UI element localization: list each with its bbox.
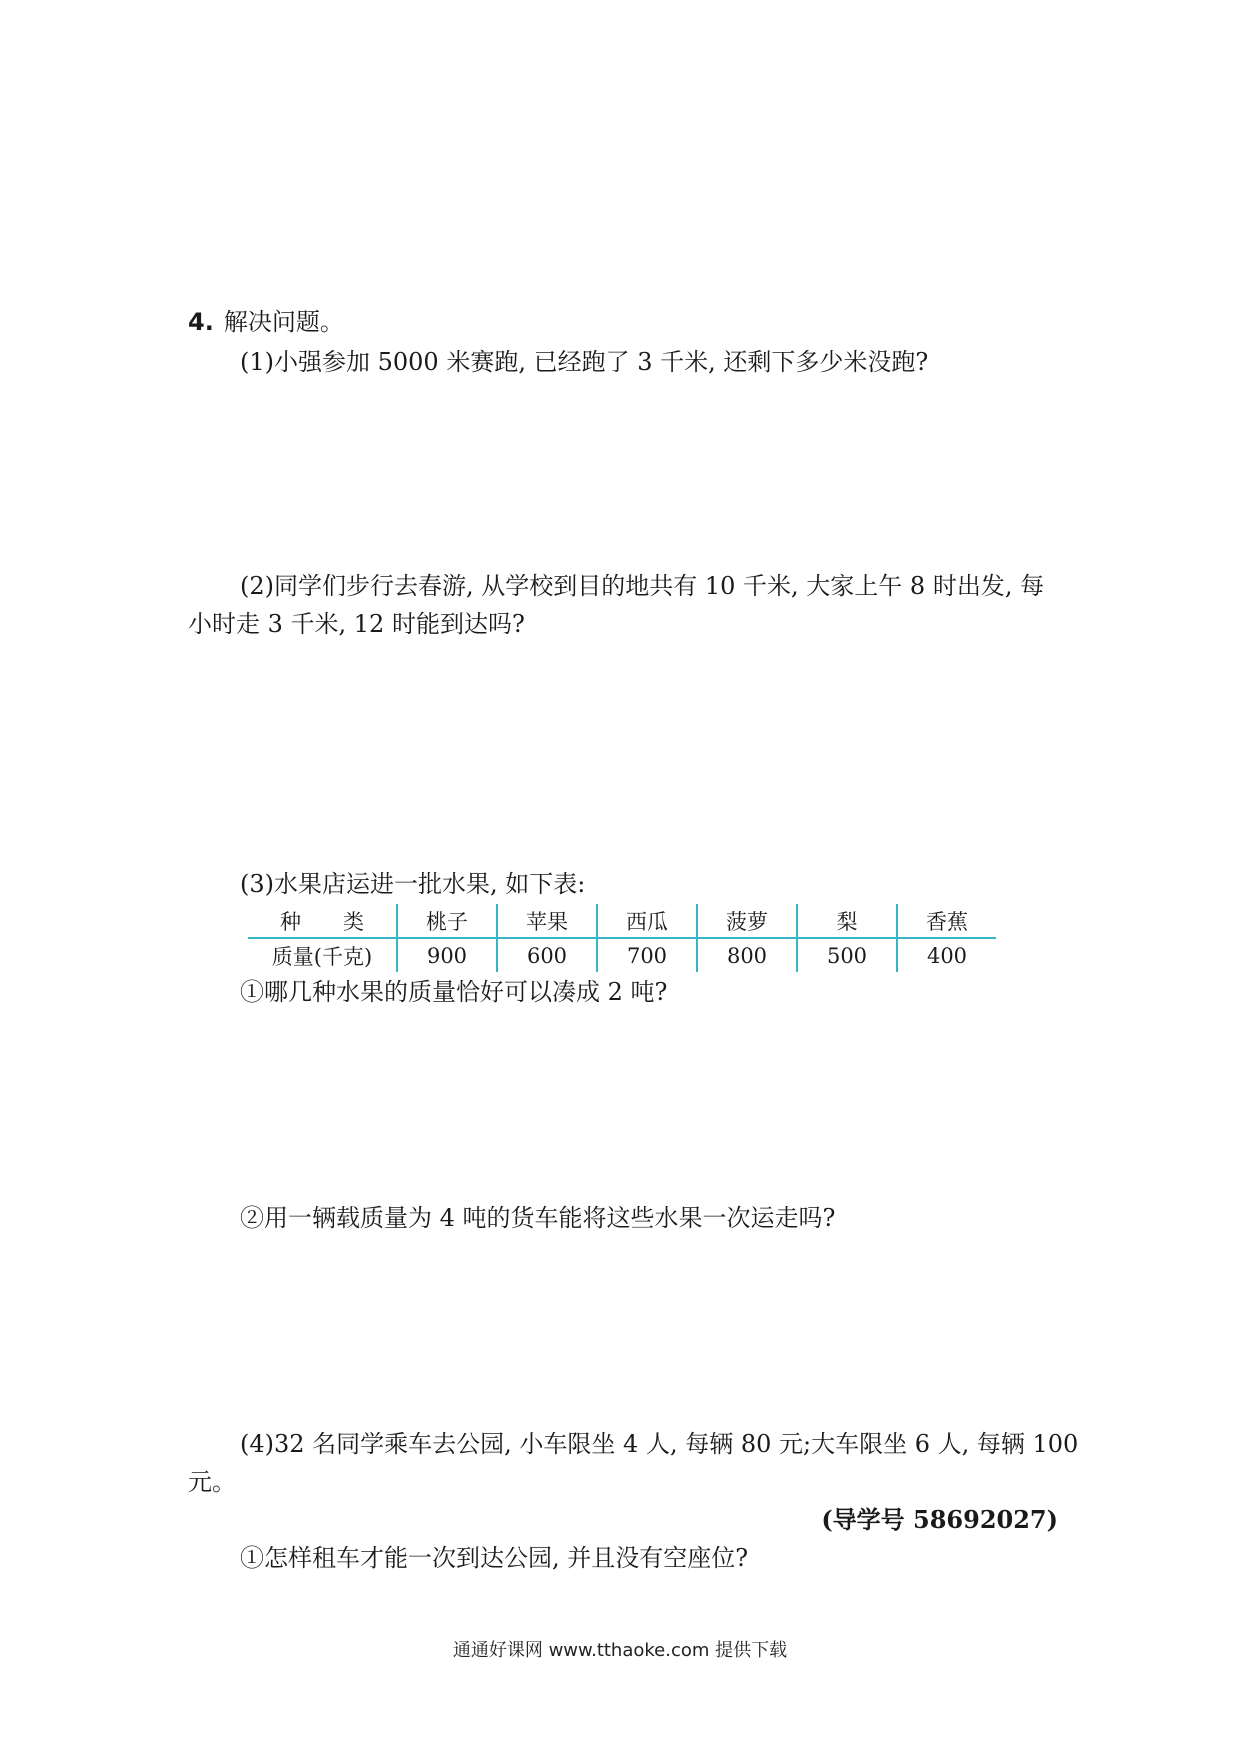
question-1: (1)小强参加 5000 米赛跑, 已经跑了 3 千米, 还剩下多少米没跑? bbox=[240, 348, 929, 376]
table-cell-mass: 600 bbox=[497, 938, 597, 972]
table-cell-kind: 苹果 bbox=[497, 904, 597, 938]
footer-credit: 通通好课网 www.tthaoke.com 提供下载 bbox=[452, 1640, 788, 1661]
table-row-masses bbox=[248, 938, 996, 972]
table-cell-mass: 500 bbox=[797, 938, 897, 972]
table-cell-kind: 桃子 bbox=[397, 904, 497, 938]
question-4-line-2: 元。 bbox=[188, 1468, 236, 1496]
table-header-mass: 质量(千克) bbox=[271, 944, 373, 969]
question-2-line-2: 小时走 3 千米, 12 时能到达吗? bbox=[188, 610, 525, 638]
table-cell-mass: 400 bbox=[897, 938, 996, 972]
table-cell-kind: 梨 bbox=[797, 904, 897, 938]
question-3-intro: (3)水果店运进一批水果, 如下表: bbox=[240, 870, 586, 898]
table-cell-mass: 700 bbox=[597, 938, 697, 972]
section-number: 4. bbox=[188, 308, 214, 336]
table-header-kind: 种 类 bbox=[248, 904, 397, 938]
table-cell-kind: 菠萝 bbox=[697, 904, 797, 938]
table-cell-mass: 800 bbox=[697, 938, 797, 972]
section-heading bbox=[188, 305, 344, 339]
question-2-line-1: (2)同学们步行去春游, 从学校到目的地共有 10 千米, 大家上午 8 时出发, 每 bbox=[240, 572, 1045, 600]
section-title: 解决问题。 bbox=[223, 308, 344, 336]
table-row-kinds bbox=[248, 904, 996, 938]
question-4-line-1: (4)32 名同学乘车去公园, 小车限坐 4 人, 每辆 80 元;大车限坐 6 人, 每辆 100 bbox=[240, 1430, 1079, 1458]
fruit-table bbox=[248, 904, 996, 972]
table-cell-mass: 900 bbox=[397, 938, 497, 972]
question-4-sub-1: ①怎样租车才能一次到达公园, 并且没有空座位? bbox=[240, 1544, 749, 1572]
question-3-sub-1: ①哪几种水果的质量恰好可以凑成 2 吨? bbox=[240, 978, 668, 1006]
question-3-sub-2: ②用一辆载质量为 4 吨的货车能将这些水果一次运走吗? bbox=[240, 1204, 836, 1232]
reference-number: (导学号 58692027) bbox=[821, 1505, 1058, 1534]
table-cell-kind: 香蕉 bbox=[897, 904, 996, 938]
table-cell-kind: 西瓜 bbox=[597, 904, 697, 938]
